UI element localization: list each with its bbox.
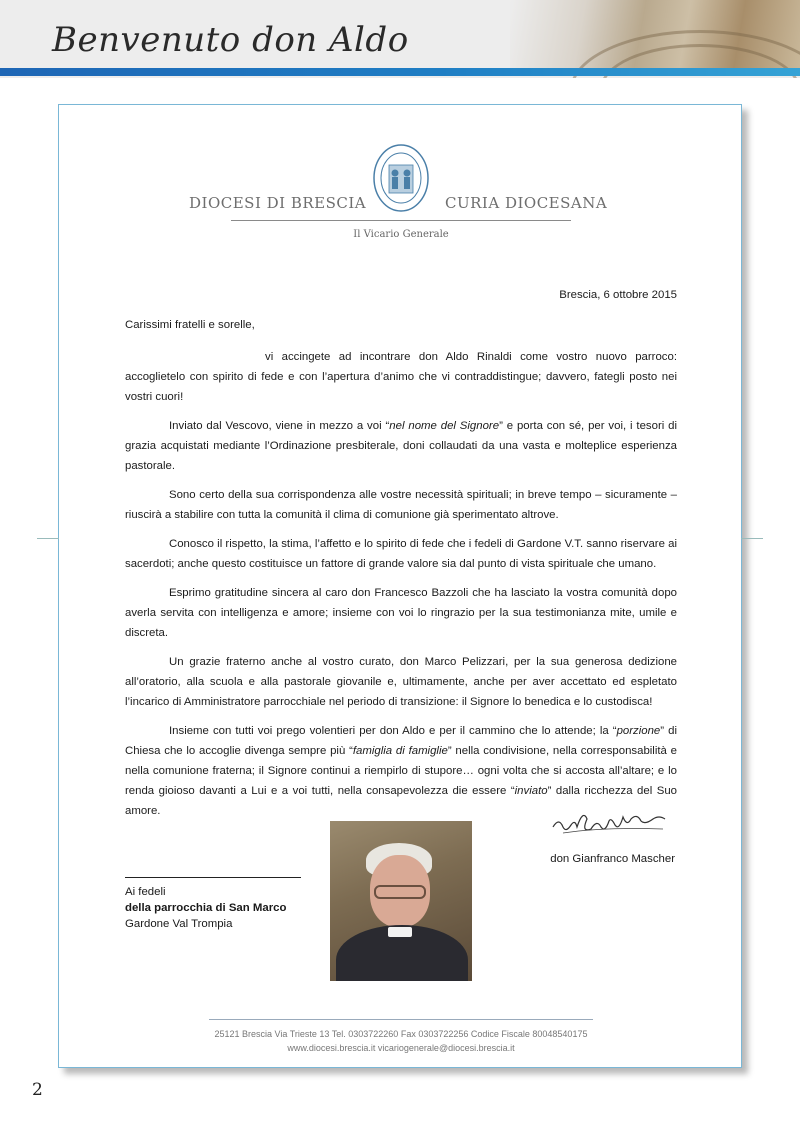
- paragraph: Insieme con tutti voi prego volentieri per don Aldo e per il cammino che lo attende; la “porzione” di Chiesa che lo accoglie divenga sempre più “famiglia di famiglie” nella condivisione, nella corresponsabilità e nella comunione fraterna; il Signore continui a riempirlo di stupore… ogni volta che si accosta all’altare; e lo renda gioioso davanti a Lui e a voi tutti, nella consapevolezza die essere “inviato” dalla ricchezza del Suo amore.: [125, 725, 677, 817]
- letterhead-diocese: DIOCESI DI BRESCIA: [189, 194, 367, 212]
- letter-body: [125, 285, 677, 830]
- signatory-name: don Gianfranco Mascher: [550, 853, 675, 865]
- footer-web: www.diocesi.brescia.it vicariogenerale@diocesi.brescia.it: [287, 1043, 515, 1053]
- header-banner: [0, 0, 800, 78]
- recipient-parish: della parrocchia di San Marco: [125, 902, 287, 914]
- letter-sheet: [58, 104, 742, 1068]
- letterhead-curia: CURIA DIOCESANA: [445, 194, 608, 212]
- letter-footer: [59, 1027, 743, 1055]
- fresco-decoration: [510, 0, 800, 70]
- page-number: 2: [32, 1080, 43, 1100]
- header-stripe: [0, 68, 800, 76]
- recipient-line: Ai fedeli: [125, 886, 166, 898]
- recipient-block: [125, 877, 301, 932]
- paragraph: Conosco il rispetto, la stima, l’affetto e lo spirito di fede che i fedeli di Gardone V.T. sanno riservare ai sacerdoti; anche questo costituisce un fattore di grande valore sia dal punto di vista spirituale che umano.: [125, 538, 677, 570]
- portrait-photo: [330, 821, 472, 981]
- crop-mark-left: [37, 538, 59, 539]
- recipient-rule: [125, 877, 301, 878]
- footer-address: 25121 Brescia Via Trieste 13 Tel. 0303722260 Fax 0303722256 Codice Fiscale 80048540175: [214, 1029, 588, 1039]
- paragraph: Esprimo gratitudine sincera al caro don Francesco Bazzoli che ha lasciato la vostra comunità dopo averla servita con intelligenza e amore; insieme con voi lo ringrazio per la sua testimonianza mite, umile e discreta.: [125, 587, 677, 639]
- paragraph: Inviato dal Vescovo, viene in mezzo a voi “nel nome del Signore” e porta con sé, per voi, i tesori di grazia acquistati mediante l’Ordinazione presbiterale, doni collaudati da una vasta e molteplice esperienza pastorale.: [125, 420, 678, 472]
- letter-greeting: Carissimi fratelli e sorelle,: [125, 319, 255, 331]
- letterhead-rule: [231, 220, 571, 221]
- recipient-town: Gardone Val Trompia: [125, 918, 233, 930]
- letter-date: Brescia, 6 ottobre 2015: [559, 289, 677, 301]
- handwritten-signature: [549, 803, 679, 843]
- page-title: Benvenuto don Aldo: [52, 20, 409, 60]
- footer-rule: [209, 1019, 593, 1020]
- letterhead-subtitle: Il Vicario Generale: [353, 229, 449, 240]
- paragraph: vi accingete ad incontrare don Aldo Rinaldi come vostro nuovo parroco: accoglietelo con spirito di fede e con l’apertura d’animo che vi contraddistingue; davvero, fategli posto nei vostri cuori!: [125, 351, 677, 403]
- crop-mark-right: [741, 538, 763, 539]
- paragraph: Sono certo della sua corrispondenza alle vostre necessità spirituali; in breve tempo – sicuramente – riuscirà a stabilire con tutta la comunità il clima di comunione già sperimentato altrove.: [125, 489, 677, 521]
- paragraph: Un grazie fraterno anche al vostro curato, don Marco Pelizzari, per la sua generosa dedizione all’oratorio, alla scuola e alla pastorale giovanile e, ultimamente, anche per aver accettato ed espletato l’incarico di Amministratore parrocchiale nel periodo di transizione: il Signore lo benedica e lo custodisca!: [125, 656, 677, 708]
- diocese-seal-icon: [372, 143, 430, 213]
